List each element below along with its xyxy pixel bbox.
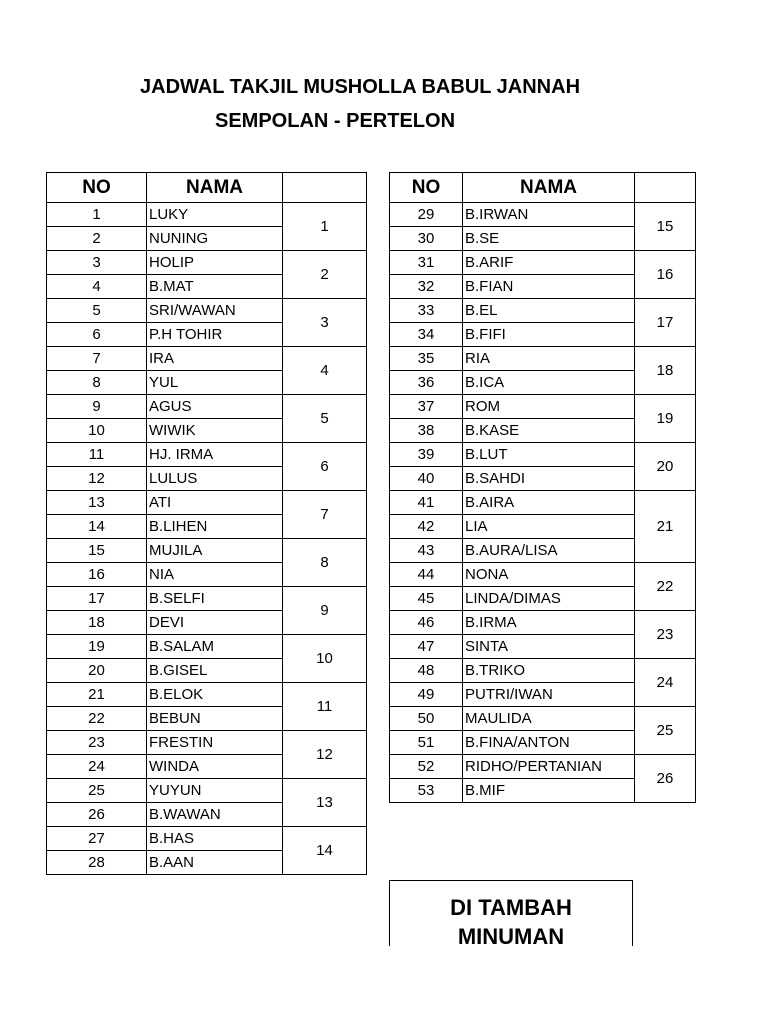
table-row — [47, 299, 367, 323]
cell-group: 16 — [635, 251, 696, 299]
table-row — [47, 635, 367, 659]
cell-group: 6 — [283, 443, 367, 491]
cell-no: 48 — [390, 659, 463, 683]
table-row — [47, 251, 367, 275]
cell-no: 19 — [47, 635, 147, 659]
cell-no: 28 — [47, 851, 147, 875]
cell-no: 22 — [47, 707, 147, 731]
cell-group: 7 — [283, 491, 367, 539]
cell-group: 5 — [283, 395, 367, 443]
table-row — [390, 755, 696, 779]
cell-no: 16 — [47, 563, 147, 587]
cell-nama: MUJILA — [147, 539, 283, 563]
table-row — [390, 203, 696, 227]
cell-nama: WINDA — [147, 755, 283, 779]
cell-nama: WIWIK — [147, 419, 283, 443]
cell-no: 33 — [390, 299, 463, 323]
cell-no: 3 — [47, 251, 147, 275]
cell-nama: B.SALAM — [147, 635, 283, 659]
cell-no: 11 — [47, 443, 147, 467]
cell-no: 30 — [390, 227, 463, 251]
cell-no: 23 — [47, 731, 147, 755]
cell-no: 21 — [47, 683, 147, 707]
table-row — [47, 347, 367, 371]
cell-nama: B.ARIF — [463, 251, 635, 275]
cell-nama: B.AURA/LISA — [463, 539, 635, 563]
cell-group: 23 — [635, 611, 696, 659]
cell-group: 22 — [635, 563, 696, 611]
cell-no: 35 — [390, 347, 463, 371]
cell-group: 12 — [283, 731, 367, 779]
cell-no: 34 — [390, 323, 463, 347]
cell-nama: B.IRMA — [463, 611, 635, 635]
table-row — [47, 395, 367, 419]
cell-group: 11 — [283, 683, 367, 731]
cell-nama: ATI — [147, 491, 283, 515]
cell-nama: NUNING — [147, 227, 283, 251]
cell-nama: B.MAT — [147, 275, 283, 299]
cell-no: 26 — [47, 803, 147, 827]
cell-nama: B.SELFI — [147, 587, 283, 611]
cell-nama: B.GISEL — [147, 659, 283, 683]
cell-no: 14 — [47, 515, 147, 539]
cell-no: 36 — [390, 371, 463, 395]
cell-nama: BEBUN — [147, 707, 283, 731]
table-header-row — [390, 173, 696, 203]
cell-no: 52 — [390, 755, 463, 779]
cell-no: 13 — [47, 491, 147, 515]
cell-group: 20 — [635, 443, 696, 491]
cell-group: 14 — [283, 827, 367, 875]
schedule-table-left — [46, 172, 367, 875]
table-row — [390, 563, 696, 587]
cell-nama: B.SE — [463, 227, 635, 251]
cell-no: 42 — [390, 515, 463, 539]
cell-no: 20 — [47, 659, 147, 683]
cell-nama: NONA — [463, 563, 635, 587]
cell-nama: PUTRI/IWAN — [463, 683, 635, 707]
table-row — [390, 611, 696, 635]
table-row — [47, 827, 367, 851]
cell-no: 6 — [47, 323, 147, 347]
cell-nama: B.KASE — [463, 419, 635, 443]
cell-no: 29 — [390, 203, 463, 227]
cell-nama: MAULIDA — [463, 707, 635, 731]
cell-no: 51 — [390, 731, 463, 755]
cell-nama: B.EL — [463, 299, 635, 323]
cell-nama: RIA — [463, 347, 635, 371]
cell-no: 31 — [390, 251, 463, 275]
cell-group: 9 — [283, 587, 367, 635]
cell-group: 21 — [635, 491, 696, 563]
cell-group: 10 — [283, 635, 367, 683]
table-row — [47, 731, 367, 755]
note-line-2: MINUMAN — [457, 924, 565, 946]
cell-no: 8 — [47, 371, 147, 395]
cell-no: 45 — [390, 587, 463, 611]
cell-nama: IRA — [147, 347, 283, 371]
header-nama: NAMA — [147, 173, 283, 203]
cell-no: 32 — [390, 275, 463, 299]
cell-group: 15 — [635, 203, 696, 251]
cell-no: 12 — [47, 467, 147, 491]
cell-no: 5 — [47, 299, 147, 323]
cell-group: 8 — [283, 539, 367, 587]
cell-nama: SRI/WAWAN — [147, 299, 283, 323]
table-row — [390, 443, 696, 467]
header-group — [635, 173, 696, 203]
cell-no: 10 — [47, 419, 147, 443]
cell-nama: LIA — [463, 515, 635, 539]
cell-no: 1 — [47, 203, 147, 227]
table-row — [47, 491, 367, 515]
cell-nama: FRESTIN — [147, 731, 283, 755]
cell-no: 18 — [47, 611, 147, 635]
page-title: JADWAL TAKJIL MUSHOLLA BABUL JANNAH — [140, 76, 581, 98]
cell-no: 37 — [390, 395, 463, 419]
table-row — [390, 491, 696, 515]
cell-no: 46 — [390, 611, 463, 635]
cell-nama: YUYUN — [147, 779, 283, 803]
cell-nama: LULUS — [147, 467, 283, 491]
cell-nama: B.MIF — [463, 779, 635, 803]
cell-no: 27 — [47, 827, 147, 851]
cell-nama: RIDHO/PERTANIAN — [463, 755, 635, 779]
table-row — [390, 707, 696, 731]
cell-nama: B.FIFI — [463, 323, 635, 347]
cell-no: 15 — [47, 539, 147, 563]
table-row — [47, 443, 367, 467]
cell-nama: HJ. IRMA — [147, 443, 283, 467]
cell-nama: ROM — [463, 395, 635, 419]
cell-nama: B.LIHEN — [147, 515, 283, 539]
cell-nama: HOLIP — [147, 251, 283, 275]
table-row — [47, 683, 367, 707]
cell-no: 39 — [390, 443, 463, 467]
cell-nama: DEVI — [147, 611, 283, 635]
cell-group: 1 — [283, 203, 367, 251]
cell-nama: LINDA/DIMAS — [463, 587, 635, 611]
cell-nama: NIA — [147, 563, 283, 587]
cell-nama: B.IRWAN — [463, 203, 635, 227]
cell-nama: B.ELOK — [147, 683, 283, 707]
cell-no: 40 — [390, 467, 463, 491]
cell-no: 9 — [47, 395, 147, 419]
cell-nama: B.TRIKO — [463, 659, 635, 683]
cell-nama: B.HAS — [147, 827, 283, 851]
cell-no: 49 — [390, 683, 463, 707]
table-row — [390, 347, 696, 371]
cell-nama: YUL — [147, 371, 283, 395]
cell-nama: B.FINA/ANTON — [463, 731, 635, 755]
table-row — [47, 203, 367, 227]
cell-group: 19 — [635, 395, 696, 443]
cell-no: 4 — [47, 275, 147, 299]
cell-no: 38 — [390, 419, 463, 443]
cell-no: 43 — [390, 539, 463, 563]
cell-no: 44 — [390, 563, 463, 587]
cell-group: 13 — [283, 779, 367, 827]
cell-group: 2 — [283, 251, 367, 299]
cell-group: 24 — [635, 659, 696, 707]
page-subtitle: SEMPOLAN - PERTELON — [215, 110, 456, 132]
cell-group: 26 — [635, 755, 696, 803]
table-row — [390, 299, 696, 323]
cell-nama: B.SAHDI — [463, 467, 635, 491]
cell-nama: AGUS — [147, 395, 283, 419]
cell-no: 24 — [47, 755, 147, 779]
cell-nama: B.WAWAN — [147, 803, 283, 827]
cell-nama: B.ICA — [463, 371, 635, 395]
cell-group: 3 — [283, 299, 367, 347]
cell-nama: LUKY — [147, 203, 283, 227]
note-box — [389, 880, 633, 946]
table-row — [390, 395, 696, 419]
cell-no: 7 — [47, 347, 147, 371]
cell-nama: P.H TOHIR — [147, 323, 283, 347]
cell-nama: B.FIAN — [463, 275, 635, 299]
cell-no: 41 — [390, 491, 463, 515]
header-no: NO — [47, 173, 147, 203]
cell-no: 50 — [390, 707, 463, 731]
cell-group: 25 — [635, 707, 696, 755]
header-group — [283, 173, 367, 203]
header-no: NO — [390, 173, 463, 203]
table-row — [47, 587, 367, 611]
table-row — [390, 659, 696, 683]
cell-group: 18 — [635, 347, 696, 395]
cell-nama: B.AIRA — [463, 491, 635, 515]
cell-nama: B.AAN — [147, 851, 283, 875]
table-row — [47, 539, 367, 563]
cell-no: 25 — [47, 779, 147, 803]
cell-no: 47 — [390, 635, 463, 659]
cell-nama: SINTA — [463, 635, 635, 659]
cell-no: 2 — [47, 227, 147, 251]
schedule-table-right — [389, 172, 696, 803]
cell-no: 53 — [390, 779, 463, 803]
cell-nama: B.LUT — [463, 443, 635, 467]
cell-group: 4 — [283, 347, 367, 395]
note-line-1: DI TAMBAH — [450, 895, 572, 920]
cell-no: 17 — [47, 587, 147, 611]
table-header-row — [47, 173, 367, 203]
header-nama: NAMA — [463, 173, 635, 203]
table-row — [47, 779, 367, 803]
table-row — [390, 251, 696, 275]
cell-group: 17 — [635, 299, 696, 347]
